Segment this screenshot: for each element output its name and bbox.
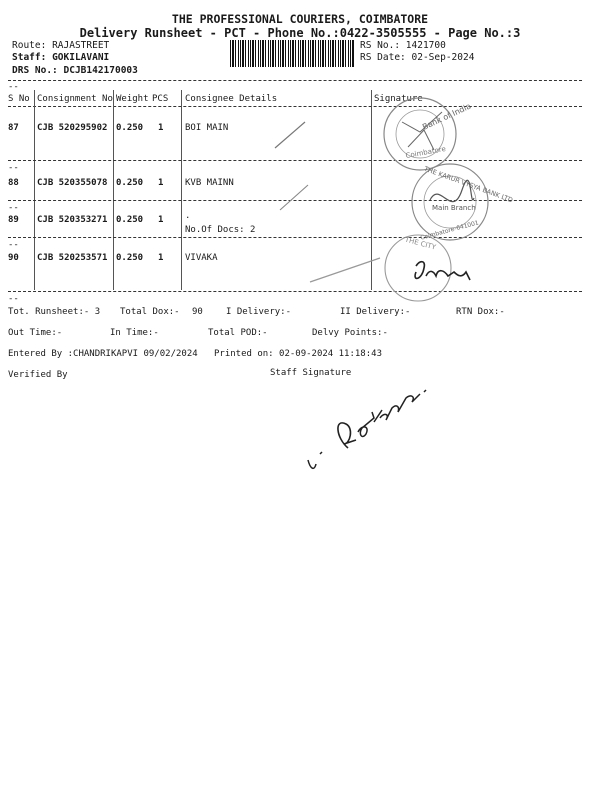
col-signature: Signature <box>374 94 423 104</box>
row-weight: 0.250 <box>116 123 144 133</box>
printed-on-label: Printed on: <box>214 349 274 359</box>
row-pcs: 1 <box>158 178 164 188</box>
company-title: THE PROFESSIONAL COURIERS, COIMBATORE <box>171 12 429 26</box>
divider <box>8 80 582 81</box>
divider <box>8 291 582 292</box>
total-pod-label: Total POD:- <box>208 328 268 338</box>
col-pcs: PCS <box>152 94 169 104</box>
row-consignment: CJB 520355078 <box>37 178 108 188</box>
i-delivery-label: I Delivery:- <box>226 307 292 317</box>
total-dox-value: 90 <box>192 307 203 317</box>
row-sno: 90 <box>8 253 19 263</box>
col-weight: Weight <box>116 94 149 104</box>
entered-by-value: CHANDRIKAPVI 09/02/2024 <box>73 349 198 359</box>
col-consignee: Consignee Details <box>185 94 278 104</box>
row-consignee: VIVAKA <box>185 253 218 263</box>
row-consignment: CJB 520353271 <box>37 215 108 225</box>
row-consignee: KVB MAINN <box>185 178 234 188</box>
stamp2-city: Coimbatore-641001 <box>419 219 480 242</box>
drs-line <box>12 65 138 76</box>
row-weight: 0.250 <box>116 215 144 225</box>
divider <box>8 106 582 107</box>
row-weight: 0.250 <box>116 253 144 263</box>
staff-line <box>12 52 109 63</box>
verified-by: Verified By <box>8 370 68 380</box>
col-consignment: Consignment No <box>37 94 113 104</box>
row-sno: 87 <box>8 123 19 133</box>
staff-signature-label: Staff Signature <box>270 368 352 378</box>
delvy-points-label: Delvy Points:- <box>312 328 388 338</box>
out-time-label: Out Time:- <box>8 328 63 338</box>
row-pcs: 1 <box>158 123 164 133</box>
stamp2-sub: Main Branch <box>432 204 476 212</box>
drs-value: DCJB142170003 <box>63 65 138 76</box>
row-consignee: . <box>185 211 191 221</box>
entered-by-label: Entered By : <box>8 349 74 359</box>
row-consignee: BOI MAIN <box>185 123 229 133</box>
stamp1-text: Bank of India <box>421 101 473 132</box>
route-label: Route: <box>12 40 47 51</box>
tot-runsheet-label: Tot. Runsheet:- <box>8 307 90 317</box>
rs-date-line <box>360 52 474 63</box>
stamp1-sub: Coimbatore <box>404 145 447 160</box>
column-line <box>113 90 114 290</box>
rs-no-label: RS No.: <box>360 40 401 51</box>
in-time-label: In Time:- <box>110 328 159 338</box>
row-consignment: CJB 520295902 <box>37 123 108 133</box>
entered-by <box>8 349 198 359</box>
drs-label: DRS No.: <box>12 65 58 76</box>
staff-label: Staff: <box>12 52 47 63</box>
column-line <box>181 90 182 290</box>
col-sno: S No <box>8 94 30 104</box>
rs-no-value: 1421700 <box>405 40 446 51</box>
rs-no-line <box>360 40 446 51</box>
staff-signature <box>300 388 450 483</box>
ii-delivery-label: II Delivery:- <box>340 307 411 317</box>
barcode <box>230 40 355 67</box>
printed-on-value: 02-09-2024 11:18:43 <box>279 349 382 359</box>
rtn-dox-label: RTN Dox:- <box>456 307 505 317</box>
row-consignment: CJB 520253571 <box>37 253 108 263</box>
printed-on <box>214 349 382 359</box>
staff-value: GOKILAVANI <box>52 52 110 63</box>
total-dox-label: Total Dox:- <box>120 307 180 317</box>
tot-runsheet-value: 3 <box>94 307 101 317</box>
row-weight: 0.250 <box>116 178 144 188</box>
tot-runsheet <box>8 307 100 317</box>
row-sno: 89 <box>8 215 19 225</box>
row-sno: 88 <box>8 178 19 188</box>
column-line <box>34 90 35 290</box>
row-pcs: 1 <box>158 215 164 225</box>
rs-date-value: 02-Sep-2024 <box>411 52 475 63</box>
route-value: RAJASTREET <box>52 40 110 51</box>
route-line <box>12 40 109 51</box>
city-stamp-with-signature <box>378 232 488 304</box>
stamp3-text: THE CITY <box>403 235 437 252</box>
stamp2-text: THE KARUR VYSYA BANK LTD <box>423 164 514 205</box>
row-note: No.Of Docs: 2 <box>185 225 256 235</box>
runsheet-subtitle: Delivery Runsheet - PCT - Phone No.:0422-3505555 - Page No.:3 <box>79 26 521 40</box>
rs-date-label: RS Date: <box>360 52 406 63</box>
row-pcs: 1 <box>158 253 164 263</box>
